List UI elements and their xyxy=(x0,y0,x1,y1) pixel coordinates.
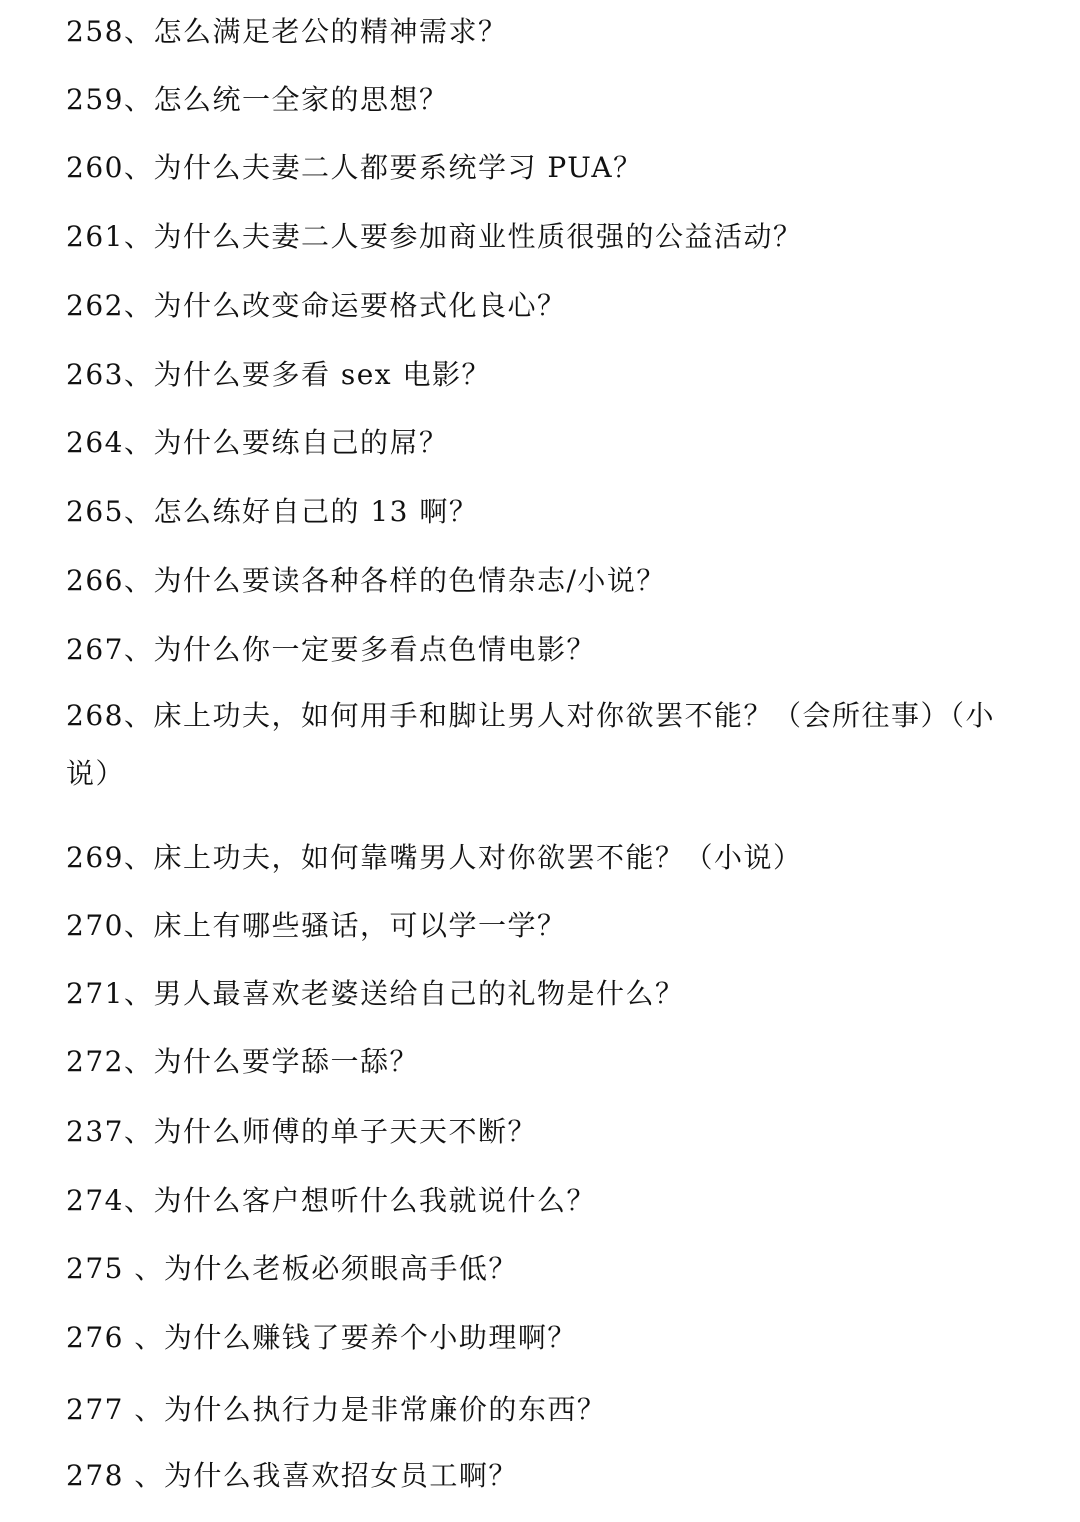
question-item: 267、为什么你一定要多看点色情电影？ xyxy=(66,633,596,666)
question-item: 271、男人最喜欢老婆送给自己的礼物是什么？ xyxy=(66,977,685,1010)
question-item: 263、为什么要多看 sex 电影？ xyxy=(66,358,491,391)
question-item: 275 、为什么老板必须眼高手低？ xyxy=(66,1252,518,1285)
question-item: 264、为什么要练自己的屌？ xyxy=(66,426,449,459)
question-item: 260、为什么夫妻二人都要系统学习 PUA？ xyxy=(66,151,643,184)
question-item: 277 、为什么执行力是非常廉价的东西？ xyxy=(66,1393,607,1426)
question-item: 276 、为什么赚钱了要养个小助理啊？ xyxy=(66,1321,577,1354)
question-item: 259、怎么统一全家的思想？ xyxy=(66,83,449,116)
question-item: 237、为什么师傅的单子天天不断？ xyxy=(66,1115,537,1148)
question-item: 268、床上功夫，如何用手和脚让男人对你欲罢不能？（会所往事）（小说） xyxy=(66,699,995,790)
question-item: 270、床上有哪些骚话，可以学一学？ xyxy=(66,909,567,942)
question-item: 269、床上功夫，如何靠嘴男人对你欲罢不能？（小说） xyxy=(66,841,803,874)
question-item: 265、怎么练好自己的 13 啊？ xyxy=(66,495,479,528)
question-item: 278 、为什么我喜欢招女员工啊？ xyxy=(66,1459,518,1492)
question-item: 258、怎么满足老公的精神需求？ xyxy=(66,15,508,48)
question-item: 274、为什么客户想听什么我就说什么？ xyxy=(66,1184,596,1217)
question-item: 266、为什么要读各种各样的色情杂志/小说？ xyxy=(66,564,666,597)
question-item: 262、为什么改变命运要格式化良心？ xyxy=(66,289,567,322)
question-item: 261、为什么夫妻二人要参加商业性质很强的公益活动？ xyxy=(66,220,803,253)
question-item: 272、为什么要学舔一舔？ xyxy=(66,1045,419,1078)
